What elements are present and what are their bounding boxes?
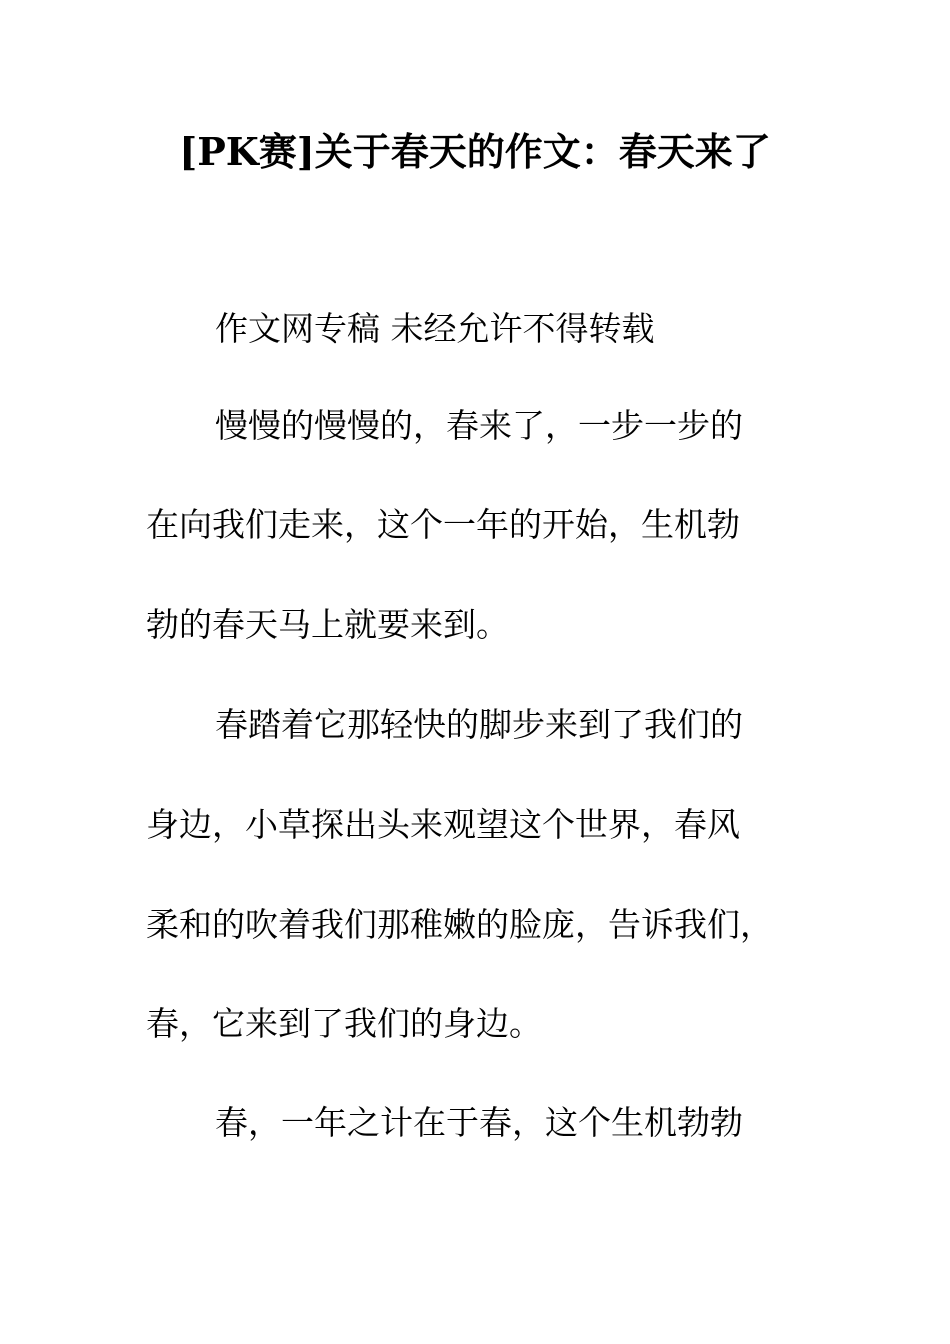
text-line: 身边，小草探出头来观望这个世界，春风 <box>146 805 740 844</box>
text-line: 春踏着它那轻快的脚步来到了我们的 <box>215 705 743 744</box>
text-line-notice: 作文网专稿 未经允许不得转载 <box>215 309 655 348</box>
text-line: 柔和的吹着我们那稚嫩的脸庞，告诉我们， <box>146 905 773 944</box>
document-title: [PK赛]关于春天的作文：春天来了 <box>179 129 771 174</box>
text-line: 勃的春天马上就要来到。 <box>146 605 509 644</box>
text-line: 春，它来到了我们的身边。 <box>146 1004 542 1043</box>
text-line: 慢慢的慢慢的，春来了，一步一步的 <box>215 406 743 445</box>
text-line: 春，一年之计在于春，这个生机勃勃 <box>215 1103 743 1142</box>
text-line: 在向我们走来，这个一年的开始，生机勃 <box>146 505 740 544</box>
